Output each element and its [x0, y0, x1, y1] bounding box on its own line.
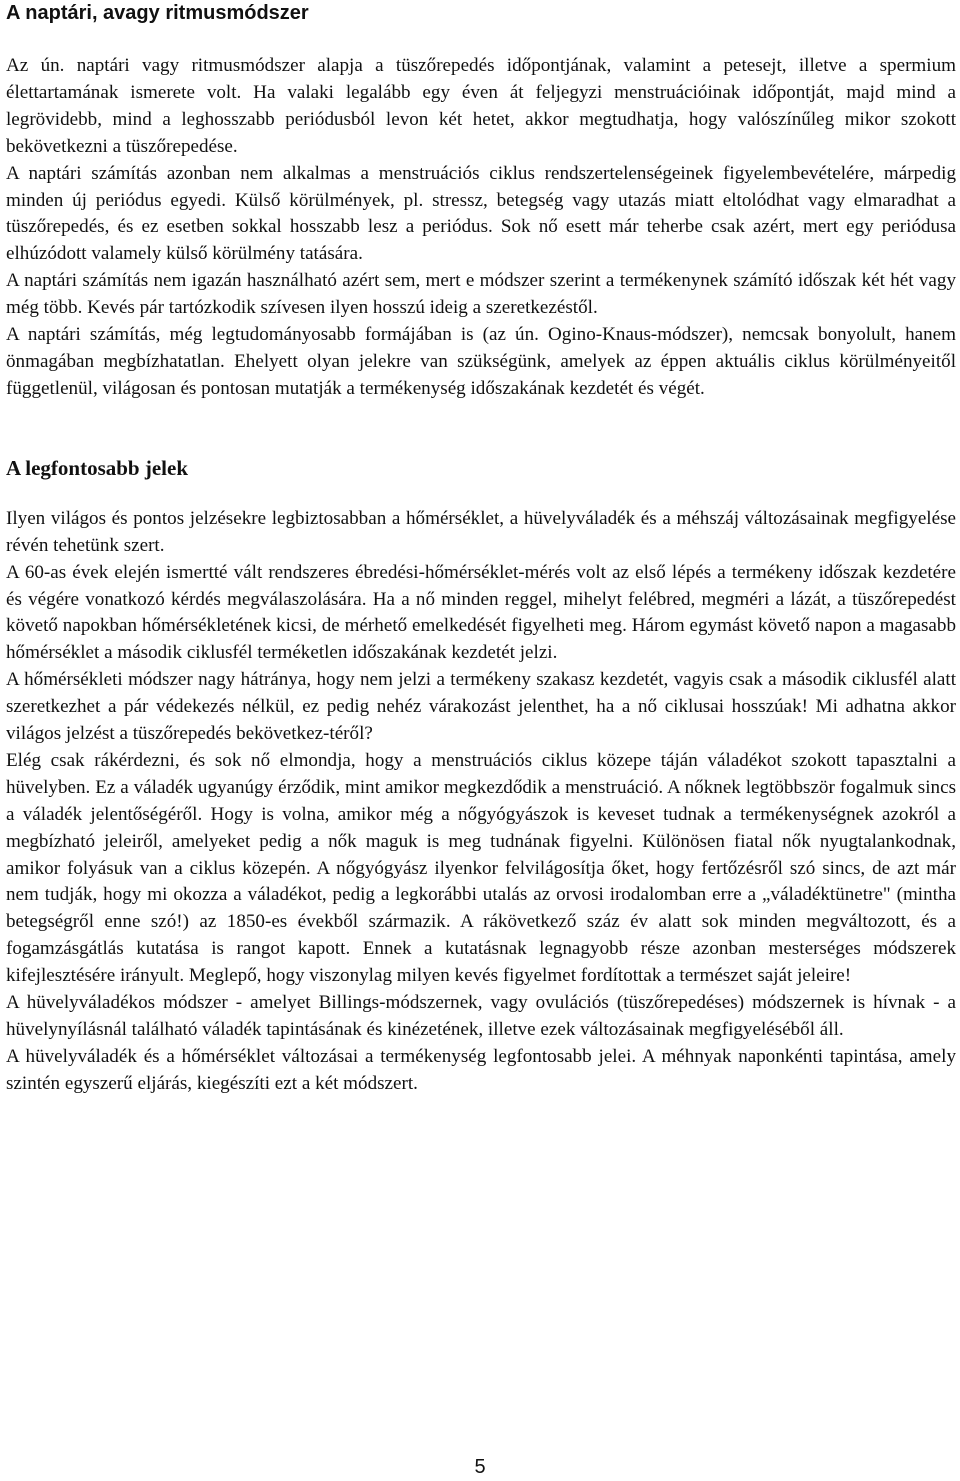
- section-calendar-method-body: [6, 53, 956, 403]
- paragraph: A 60-as évek elején ismertté vált rendszeres ébredési-hőmérséklet-mérés volt az első lépés a termékeny időszak kezdetére és végére vonatkozó kérdés megválaszolására. Ha a nő minden reggel, mihelyt felébred, megméri a lázát, a tüszőrepedést követő napokban hőmérsékletének kicsi, de mérhető emelkedését figyelheti meg. Három egymást követő napon a magasabb hőmérséklet a második ciklusfél terméketlen időszakának kezdetét jelzi.: [6, 561, 956, 664]
- section-most-important-signs-body: [6, 506, 956, 1098]
- paragraph: A naptári számítás, még legtudományosabb formájában is (az ún. Ogino-Knaus-módszer), nemcsak bonyolult, hanem önmagában megbízhatatlan. Ehelyett olyan jelekre van szükségünk, amelyek az éppen aktuális ciklus körülményeitől függetlenül, világosan és pontosan mutatják a termékenység időszakának kezdetét és végét.: [6, 324, 956, 399]
- section-title-most-important-signs: A legfontosabb jelek: [6, 455, 189, 480]
- section-title-calendar-method: A naptári, avagy ritmusmódszer: [6, 2, 309, 24]
- page-number: 5: [474, 1456, 486, 1478]
- paragraph: Elég csak rákérdezni, és sok nő elmondja, hogy a menstruációs ciklus közepe táján váladékot szokott tapasztalni a hüvelyben. Ez a váladék ugyanúgy érződik, mint amikor megkezdődik a menstruáció. A nőknek legtöbbször fogalmuk sincs a váladék jelentőségéről. Hogy is volna, amikor még a nőgyógyászok is keveset tudnak a termékenységnek azokról a megbízható jeleiről, amelyeket pedig a nők maguk is meg tudnának figyelni. Különösen fiatal nők nyugtalankodnak, amikor folyásuk van a ciklus közepén. A nőgyógyász ilyenkor felvilágosítja őket, hogy fertőzésről szó sincs, de azt már nem tudják, hogy mi okozza a váladékot, pedig a legkorábbi utalás az orvosi irodalomban erre a „váladéktünetre" (mintha betegségről enne szó!) az 1850-es évekből származik. A rákövetkező száz év alatt sok minden megváltozott, és a fogamzásgátlás kutatása is rangot kapott. Ennek a kutatásnak legnagyobb része azonban mesterséges módszerek kifejlesztésére irányult. Meglepő, hogy viszonylag milyen kevés figyelmet fordítottak a természet saját jeleire!: [6, 749, 956, 987]
- document-page: [6, 0, 956, 1098]
- paragraph: Az ún. naptári vagy ritmusmódszer alapja a tüszőrepedés időpontjának, valamint a petesejt, illetve a spermium élettartamának ismerete volt. Ha valaki legalább egy éven át feljegyzi menstruációinak időpontját, majd mind a legrövidebb, mind a leghosszabb periódusból levon két hetet, akkor megtudhatja, hogy valószínűleg mikor szokott bekövetkezni a tüszőrepedése.: [6, 55, 956, 157]
- paragraph: A hüvelyváladékos módszer - amelyet Billings-módszernek, vagy ovulációs (tüszőrepedéses) módszernek is hívnak - a hüvelynyílásnál található váladék tapintásának és kinézetének, illetve ezek változásainak megfigyeléséből áll.: [6, 992, 956, 1040]
- paragraph: Ilyen világos és pontos jelzésekre legbiztosabban a hőmérséklet, a hüvelyváladék és a méhszáj változásainak megfigyelése révén tehetünk szert.: [6, 507, 956, 556]
- paragraph: A naptári számítás nem igazán használható azért sem, mert e módszer szerint a termékenynek számító időszak két hét vagy még több. Kevés pár tartózkodik szívesen ilyen hosszú ideig a szeretkezéstől.: [6, 270, 956, 319]
- paragraph: A naptári számítás azonban nem alkalmas a menstruációs ciklus rendszertelenségeinek figyelembevételére, márpedig minden új periódus egyedi. Külső körülmények, pl. stressz, betegség vagy utazás miatt eltolódhat vagy elmaradhat a tüszőrepedés, és ez esetben sokkal hosszabb lesz a periódus. Sok nő esett már teherbe csak azért, mert egy periódusa elhúzódott valamely külső körülmény tatására.: [6, 162, 956, 265]
- paragraph: A hüvelyváladék és a hőmérséklet változásai a termékenység legfontosabb jelei. A méhnyak naponkénti tapintása, amely szintén egyszerű eljárás, kiegészíti ezt a két módszert.: [6, 1045, 956, 1094]
- paragraph: A hőmérsékleti módszer nagy hátránya, hogy nem jelzi a termékeny szakasz kezdetét, vagyis csak a második ciklusfél alatt szeretkezhet a pár védekezés nélkül, ez pedig nehéz várakozást jelenthet, ha a nő ciklusai hosszúak! Mi adhatna akkor világos jelzést a tüszőrepedés bekövetkez-téről?: [6, 669, 956, 745]
